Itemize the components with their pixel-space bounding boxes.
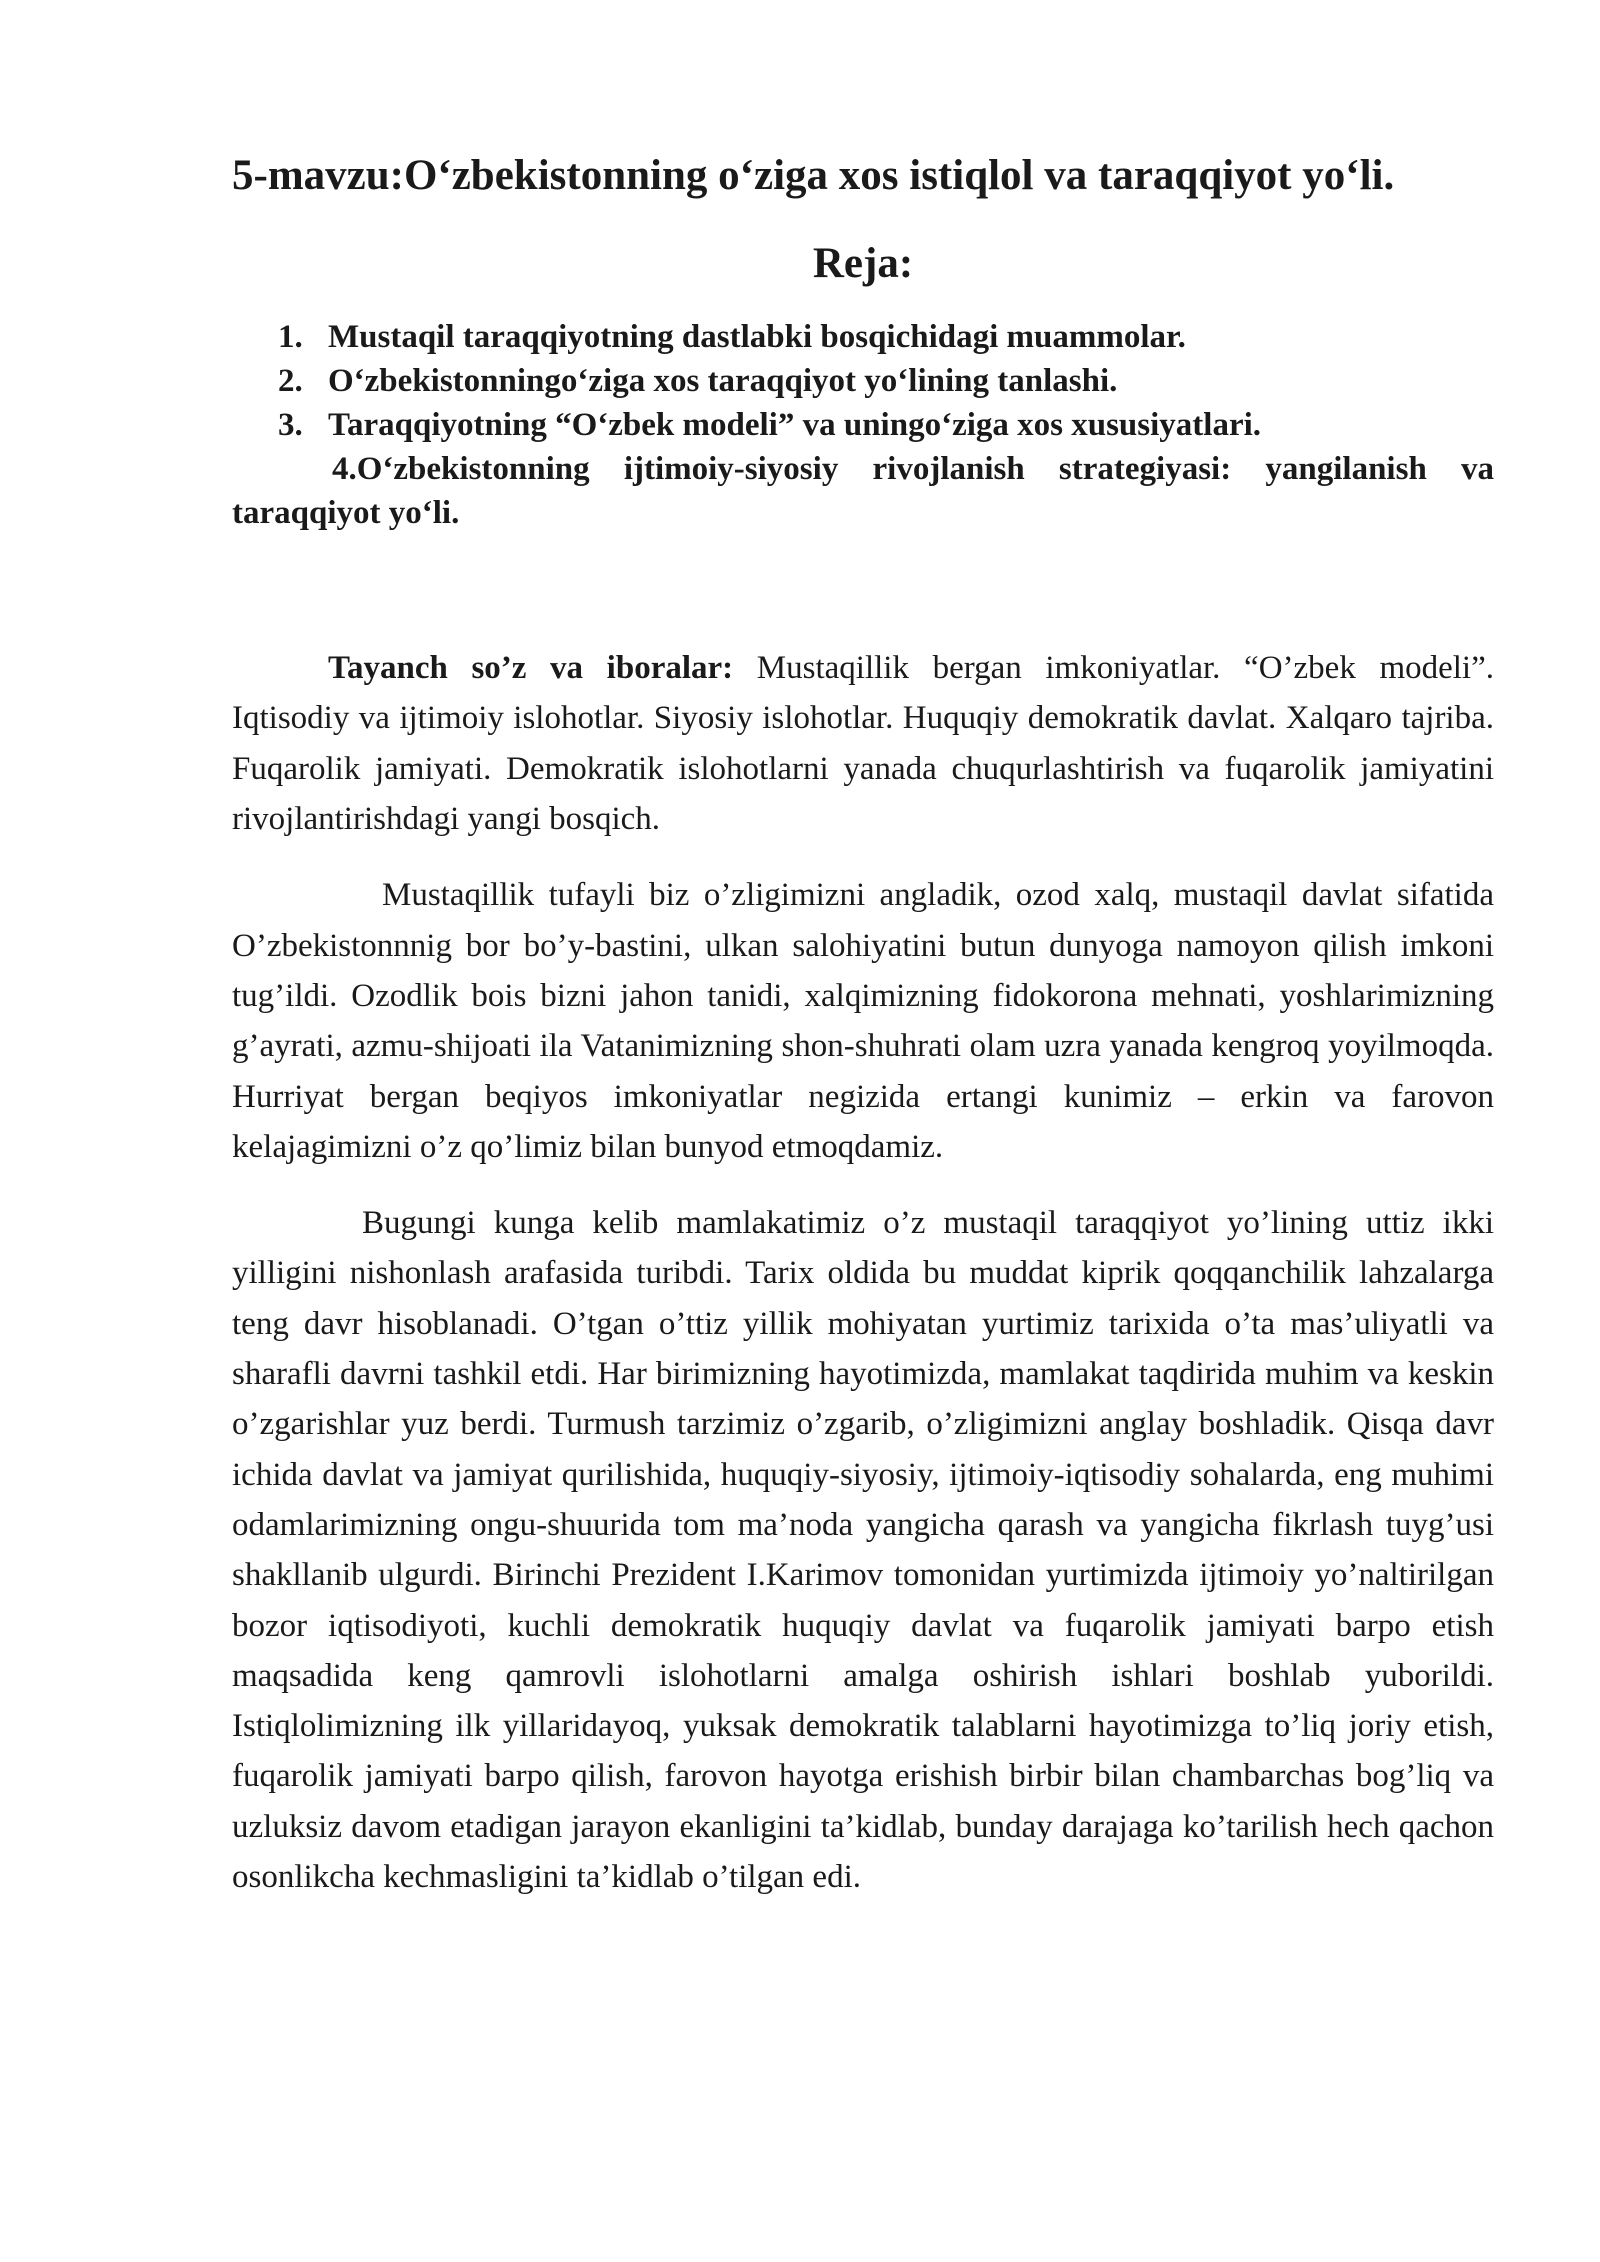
keywords-text: Mustaqillik bergan imkoniyatlar. “O’zbek modeli”. Iqtisodiy va ijtimoiy islohotlar. Siyosiy islohotlar. Huquqiy demokratik davlat. Xalqaro tajriba. Fuqarolik jamiyati. Demokratik islohotlarni yanada chuqurlashtirish va fuqarolik jamiyatini rivojlantirishdagi yangi bosqich. [232, 650, 1494, 838]
plan-item [232, 403, 1494, 447]
plan-item-number: 1. [278, 319, 303, 356]
body-paragraph-2: Bugungi kunga kelib mamlakatimiz o’z mustaqil taraqqiyot yo’lining uttiz ikki yilligini nishonlash arafasida turibdi. Tarix oldida bu muddat kiprik qoqqanchilik lahzalarga teng davr hisoblanadi. O’tgan o’ttiz yillik mohiyatan yurtimiz tarixida o’ta mas’uliyatli va sharafli davrni tashkil etdi. Har birimizning hayotimizda, mamlakat taqdirida muhim va keskin o’zgarishlar yuz berdi. Turmush tarzimiz o’zgarib, o’zligimizni anglay boshladik. Qisqa davr ichida davlat va jamiyat qurilishida, huquqiy-siyosiy, ijtimoiy-iqtisodiy sohalarda, eng muhimi odamlarimizning ongu-shuurida tom ma’noda yangicha qarash va yangicha fikrlash tuyg’usi shakllanib ulgurdi. Birinchi Prezident I.Karimov tomonidan yurtimizda ijtimoiy yo’naltirilgan bozor iqtisodiyoti, kuchli demokratik huquqiy davlat va fuqarolik jamiyati barpo etish maqsadida keng qamrovli islohotlarni amalga oshirish ishlari boshlab yuborildi. Istiqlolimizning ilk yillaridayoq, yuksak demokratik talablarni hayotimizga to’liq joriy etish, fuqarolik jamiyati barpo qilish, farovon hayotga erishish birbir bilan chambarchas bog’liq va uzluksiz davom etadigan jarayon ekanligini ta’kidlab, bunday darajaga ko’tarilish hech qachon osonlikcha kechmasligini ta’kidlab o’tilgan edi. [232, 1205, 1494, 1896]
plan-item-number: 2. [278, 363, 303, 400]
document-page [232, 150, 1494, 1902]
plan-list [232, 315, 1494, 447]
plan-item-4: 4.O‘zbekistonning ijtimoiy-siyosiy rivojlanish strategiyasi: yangilanish va taraqqiyot yo‘li. [232, 451, 1494, 532]
plan-item-text: O‘zbekistonningo‘ziga xos taraqqiyot yo‘lining tanlashi. [328, 363, 1118, 400]
keywords-label: Tayanch so’z va iboralar: [328, 650, 734, 687]
plan-item-text: Mustaqil taraqqiyotning dastlabki bosqichidagi muammolar. [328, 319, 1186, 356]
body-paragraph-1: Mustaqillik tufayli biz o’zligimizni angladik, ozod xalq, mustaqil davlat sifatida O’zbekistonnnig bor bo’y-bastini, ulkan salohiyatini butun dunyoga namoyon qilish imkoni tug’ildi. Ozodlik bois bizni jahon tanidi, xalqimizning fidokorona mehnati, yoshlarimizning g’ayrati, azmu-shijoati ila Vatanimizning shon-shuhrati olam uzra yanada kengroq yoyilmoqda. Hurriyat bergan beqiyos imkoniyatlar negizida ertangi kunimiz – erkin va farovon kelajagimizni o’z qo’limiz bilan bunyod etmoqdamiz. [232, 877, 1494, 1165]
plan-item-number: 3. [278, 407, 303, 444]
keywords-paragraph [232, 643, 1494, 844]
plan-item [232, 315, 1494, 359]
page-title: 5-mavzu:O‘zbekistonning o‘ziga xos istiqlol va taraqqiyot yo‘li. [232, 152, 1395, 199]
plan-item [232, 359, 1494, 403]
plan-heading: Reja: [812, 239, 914, 287]
plan-item-text: Taraqqiyotning “O‘zbek modeli” va uningo‘ziga xos xususiyatlari. [328, 407, 1262, 444]
